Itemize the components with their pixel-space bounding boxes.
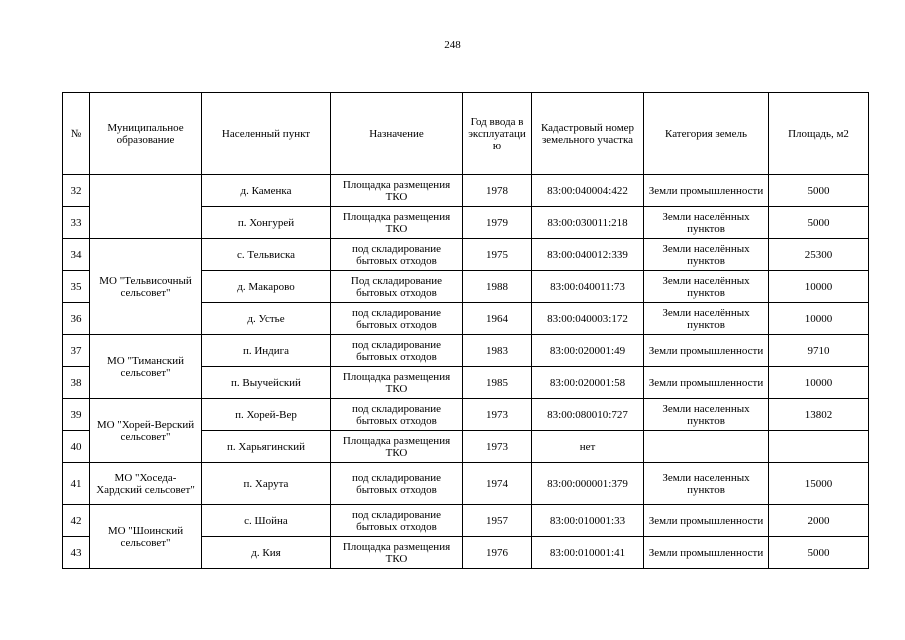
year-cell: 1985 <box>463 367 532 399</box>
table-header-row <box>63 93 869 175</box>
waste-sites-table <box>62 92 869 569</box>
settlement-cell: д. Макарово <box>202 271 331 303</box>
purpose-cell: под складирование бытовых отходов <box>331 399 463 431</box>
municipality-cell: МО "Тиманский сельсовет" <box>90 335 202 399</box>
category-cell: Земли населённых пунктов <box>644 303 769 335</box>
area-cell: 10000 <box>769 303 869 335</box>
cadastral-cell: 83:00:080010:727 <box>532 399 644 431</box>
year-cell: 1978 <box>463 175 532 207</box>
settlement-cell: п. Выучейский <box>202 367 331 399</box>
header-category: Категория земель <box>644 93 769 175</box>
area-cell <box>769 431 869 463</box>
year-cell: 1979 <box>463 207 532 239</box>
row-number: 32 <box>63 175 90 207</box>
municipality-cell: МО "Шоинский сельсовет" <box>90 505 202 569</box>
category-cell: Земли промышленности <box>644 505 769 537</box>
purpose-cell: Площадка размещения ТКО <box>331 367 463 399</box>
category-cell: Земли населенных пунктов <box>644 463 769 505</box>
municipality-cell: МО "Хоседа-Хардский сельсовет" <box>90 463 202 505</box>
area-cell: 10000 <box>769 271 869 303</box>
year-cell: 1973 <box>463 399 532 431</box>
cadastral-cell: 83:00:040004:422 <box>532 175 644 207</box>
table-row <box>63 239 869 271</box>
page-number: 248 <box>444 39 461 51</box>
year-cell: 1957 <box>463 505 532 537</box>
header-number: № <box>63 93 90 175</box>
settlement-cell: с. Шойна <box>202 505 331 537</box>
cadastral-cell: 83:00:040003:172 <box>532 303 644 335</box>
cadastral-cell: 83:00:020001:58 <box>532 367 644 399</box>
year-cell: 1983 <box>463 335 532 367</box>
category-cell: Земли населенных пунктов <box>644 399 769 431</box>
row-number: 42 <box>63 505 90 537</box>
category-cell: Земли населённых пунктов <box>644 271 769 303</box>
year-cell: 1964 <box>463 303 532 335</box>
row-number: 40 <box>63 431 90 463</box>
settlement-cell: д. Устье <box>202 303 331 335</box>
area-cell: 13802 <box>769 399 869 431</box>
area-cell: 25300 <box>769 239 869 271</box>
purpose-cell: под складирование бытовых отходов <box>331 505 463 537</box>
municipality-cell: МО "Хорей-Верский сельсовет" <box>90 399 202 463</box>
settlement-cell: п. Индига <box>202 335 331 367</box>
area-cell: 10000 <box>769 367 869 399</box>
header-municipality: Муниципальное образование <box>90 93 202 175</box>
settlement-cell: д. Кия <box>202 537 331 569</box>
table-row <box>63 399 869 431</box>
category-cell <box>644 431 769 463</box>
header-settlement: Населенный пункт <box>202 93 331 175</box>
cadastral-cell: 83:00:040011:73 <box>532 271 644 303</box>
purpose-cell: Площадка размещения ТКО <box>331 207 463 239</box>
area-cell: 5000 <box>769 537 869 569</box>
header-cadastral: Кадастровый номер земельного участка <box>532 93 644 175</box>
table-row <box>63 335 869 367</box>
settlement-cell: д. Каменка <box>202 175 331 207</box>
purpose-cell: Площадка размещения ТКО <box>331 537 463 569</box>
area-cell: 2000 <box>769 505 869 537</box>
cadastral-cell: 83:00:040012:339 <box>532 239 644 271</box>
category-cell: Земли промышленности <box>644 537 769 569</box>
municipality-cell: МО "Тельвисочный сельсовет" <box>90 239 202 335</box>
header-area: Площадь, м2 <box>769 93 869 175</box>
cadastral-cell: 83:00:010001:41 <box>532 537 644 569</box>
settlement-cell: с. Тельвиска <box>202 239 331 271</box>
year-cell: 1975 <box>463 239 532 271</box>
cadastral-cell: 83:00:020001:49 <box>532 335 644 367</box>
settlement-cell: п. Харьягинский <box>202 431 331 463</box>
row-number: 43 <box>63 537 90 569</box>
category-cell: Земли промышленности <box>644 175 769 207</box>
table-row <box>63 175 869 207</box>
area-cell: 9710 <box>769 335 869 367</box>
table-row <box>63 463 869 505</box>
category-cell: Земли населённых пунктов <box>644 239 769 271</box>
category-cell: Земли промышленности <box>644 367 769 399</box>
row-number: 38 <box>63 367 90 399</box>
year-cell: 1974 <box>463 463 532 505</box>
year-cell: 1973 <box>463 431 532 463</box>
cadastral-cell: 83:00:030011:218 <box>532 207 644 239</box>
row-number: 36 <box>63 303 90 335</box>
cadastral-cell: нет <box>532 431 644 463</box>
purpose-cell: Площадка размещения ТКО <box>331 175 463 207</box>
table-row <box>63 505 869 537</box>
cadastral-cell: 83:00:000001:379 <box>532 463 644 505</box>
row-number: 39 <box>63 399 90 431</box>
settlement-cell: п. Хонгурей <box>202 207 331 239</box>
year-cell: 1988 <box>463 271 532 303</box>
municipality-cell <box>90 175 202 239</box>
row-number: 35 <box>63 271 90 303</box>
purpose-cell: под складирование бытовых отходов <box>331 463 463 505</box>
cadastral-cell: 83:00:010001:33 <box>532 505 644 537</box>
purpose-cell: под складирование бытовых отходов <box>331 335 463 367</box>
purpose-cell: под складирование бытовых отходов <box>331 239 463 271</box>
row-number: 33 <box>63 207 90 239</box>
row-number: 37 <box>63 335 90 367</box>
area-cell: 5000 <box>769 207 869 239</box>
area-cell: 5000 <box>769 175 869 207</box>
row-number: 34 <box>63 239 90 271</box>
year-cell: 1976 <box>463 537 532 569</box>
settlement-cell: п. Харута <box>202 463 331 505</box>
category-cell: Земли населённых пунктов <box>644 207 769 239</box>
purpose-cell: под складирование бытовых отходов <box>331 303 463 335</box>
category-cell: Земли промышленности <box>644 335 769 367</box>
header-year: Год ввода в эксплуатацию <box>463 93 532 175</box>
header-purpose: Назначение <box>331 93 463 175</box>
purpose-cell: Площадка размещения ТКО <box>331 431 463 463</box>
area-cell: 15000 <box>769 463 869 505</box>
settlement-cell: п. Хорей-Вер <box>202 399 331 431</box>
purpose-cell: Под складирование бытовых отходов <box>331 271 463 303</box>
row-number: 41 <box>63 463 90 505</box>
